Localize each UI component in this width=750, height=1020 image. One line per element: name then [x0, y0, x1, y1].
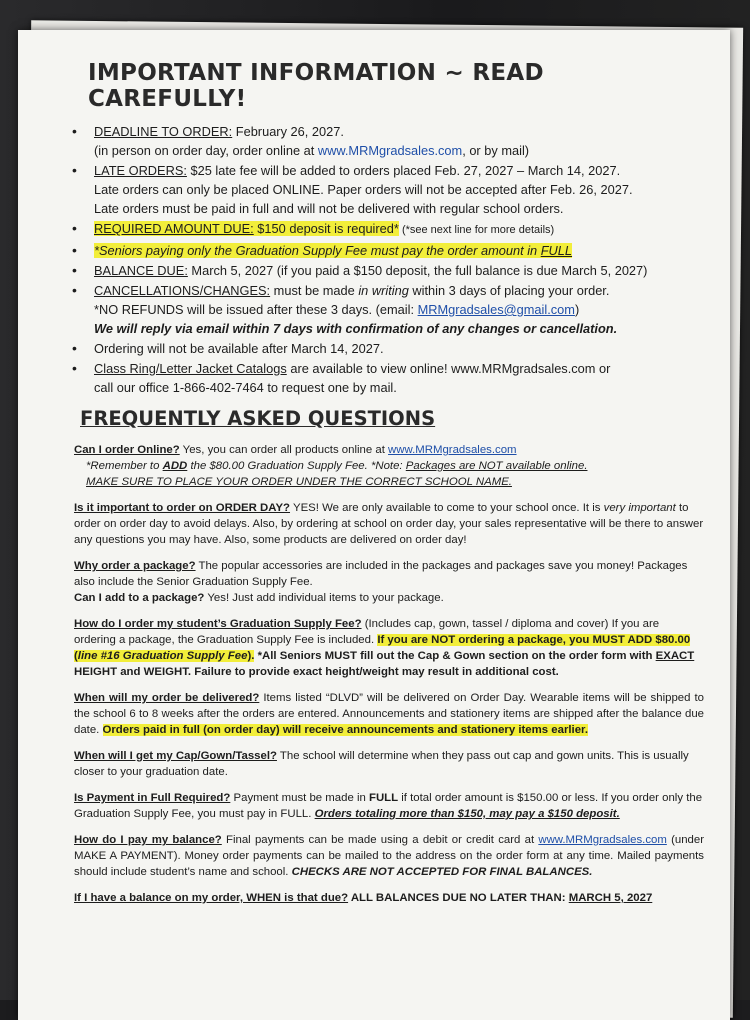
faq-online	[74, 442, 704, 490]
ordering-text: Ordering will not be available after March 14, 2027.	[94, 341, 384, 356]
faq-answer-note: *Remember to	[86, 460, 163, 472]
balance-label: BALANCE DUE:	[94, 263, 188, 278]
late-orders-item	[62, 161, 702, 218]
bullet-icon: •	[72, 262, 77, 278]
faq-answer: The school will determine when they pass out cap and gown units. This is usually closer to your graduation date.	[74, 750, 689, 778]
faq-balance-due	[74, 890, 704, 906]
late-label: LATE ORDERS:	[94, 163, 187, 178]
faq-highlight: Orders paid in full (on order day) will receive announcements and stationery items earlier.	[102, 724, 589, 736]
page-title: IMPORTANT INFORMATION ~ READ CAREFULLY!	[88, 60, 544, 112]
faq-supply-fee	[74, 616, 704, 680]
faq-answer: YES! We are only available to come to your school once. It is	[290, 502, 604, 514]
faq-answer-cont: (under MAKE A PAYMENT). Money order payments can be mailed to the address on the order form at any time. Mailed payments should include student’s name and school.	[74, 834, 705, 878]
faq-question-sub: Can I add to a package?	[74, 592, 205, 604]
faq-question: When will I get my Cap/Gown/Tassel?	[74, 750, 277, 762]
faq-highlight-end: ).	[247, 650, 255, 662]
faq-question: How do I pay my balance?	[74, 834, 222, 846]
faq-question: Is Payment in Full Required?	[74, 792, 231, 804]
faq-delivery	[74, 690, 704, 738]
cancel-text: must be made	[270, 283, 359, 298]
required-amount-item	[62, 219, 702, 240]
required-text: $150 deposit is required*	[253, 221, 399, 236]
email-link[interactable]: MRMgradsales@gmail.com	[417, 302, 575, 317]
catalog-text: are available to view online! www.MRMgradsales.com or	[286, 361, 611, 376]
bullet-icon: •	[72, 340, 77, 356]
faq-due-date: MARCH 5, 2027	[568, 892, 653, 904]
faq-answer-cont: to order on order day to avoid delays. Also, by ordering at school on order day, your sales representative will be there to answer any questions you may have. Also, some products are delivered on order day!	[74, 502, 704, 546]
bullet-icon: •	[72, 162, 77, 178]
faq-answer-emph: very important	[603, 502, 676, 514]
faq-pay-balance	[74, 832, 704, 880]
faq-answer-bold: *All Seniors MUST fill out the Cap & Gown section on the order form with	[254, 650, 656, 662]
faq-answer: (Includes cap, gown, tassel / diploma and cover) If you are ordering a package, the Graduation Supply Fee is included.	[74, 618, 660, 646]
faq-answer: The popular accessories are included in the packages and packages save you money! Packages also include the Senior Graduation Supply Fee.	[74, 560, 688, 588]
catalog-item	[62, 359, 702, 397]
bullet-icon: •	[72, 360, 77, 376]
deadline-item	[62, 122, 702, 160]
late-text: $25 late fee will be added to orders placed Feb. 27, 2027 – March 14, 2027.	[186, 163, 621, 178]
faq-answer: Items listed “DLVD” will be delivered on Order Day. Wearable items will be shipped to the school 6 to 8 weeks after the orders are entered. Announcements and stationery items are shipped after the balance due date.	[74, 692, 704, 736]
faq-school-note: MAKE SURE TO PLACE YOUR ORDER UNDER THE CORRECT SCHOOL NAME.	[86, 476, 512, 488]
bullet-icon: •	[72, 282, 77, 298]
seniors-full: FULL	[540, 243, 573, 258]
faq-payment-full	[74, 790, 704, 822]
late-line2: Late orders can only be placed ONLINE. Paper orders will not be accepted after Feb. 26, 2027.	[94, 182, 633, 197]
refund-end: )	[574, 302, 580, 317]
faq-highlight-line: line #16 Graduation Supply Fee	[77, 650, 248, 662]
website-link[interactable]: www.MRMgradsales.com	[538, 834, 667, 846]
faq-answer: ALL BALANCES DUE NO LATER THAN:	[348, 892, 569, 904]
faq-exact: EXACT	[655, 650, 695, 662]
cancel-in-writing: in writing	[358, 283, 409, 298]
faq-packages-note: Packages are NOT available online.	[405, 460, 588, 472]
bullet-icon: •	[72, 242, 77, 258]
website-link[interactable]: www.MRMgradsales.com	[388, 444, 517, 456]
cancellations-item	[62, 281, 702, 338]
seniors-item	[62, 241, 702, 260]
faq-add: ADD	[162, 460, 188, 472]
faq-deposit-note: Orders totaling more than $150, may pay a $150 deposit.	[314, 808, 620, 820]
refund-text: *NO REFUNDS will be issued after these 3 days. (email:	[94, 302, 418, 317]
ordering-closed-item	[62, 339, 702, 358]
faq-answer: Yes, you can order all products online at	[179, 444, 389, 456]
seniors-text: *Seniors paying only the Graduation Supply Fee must pay the order amount in	[94, 243, 541, 258]
late-line3: Late orders must be paid in full and will not be delivered with regular school orders.	[94, 201, 564, 216]
balance-due-item	[62, 261, 702, 280]
faq-answer: Final payments can be made using a debit or credit card at	[221, 834, 539, 846]
faq-question: Is it important to order on ORDER DAY?	[74, 502, 291, 514]
bullet-icon: •	[72, 220, 77, 236]
faq-question: If I have a balance on my order, WHEN is that due?	[74, 892, 349, 904]
deadline-sub-end: , or by mail)	[462, 143, 530, 158]
faq-answer-bold-end: HEIGHT and WEIGHT. Failure to provide exact height/weight may result in additional cost.	[74, 666, 559, 678]
faq-full: FULL	[369, 792, 399, 804]
required-note: (*see next line for more details)	[398, 224, 555, 236]
faq-question: When will my order be delivered?	[74, 692, 260, 704]
cancel-label: CANCELLATIONS/CHANGES:	[94, 283, 271, 298]
faq-answer-note2: the $80.00 Graduation Supply Fee. *Note:	[187, 460, 406, 472]
faq-heading: FREQUENTLY ASKED QUESTIONS	[80, 407, 436, 430]
faq-question: Why order a package?	[74, 560, 196, 572]
required-label: REQUIRED AMOUNT DUE:	[94, 221, 254, 236]
faq-package	[74, 558, 704, 606]
deadline-value: February 26, 2027.	[232, 124, 344, 139]
faq-answer-sub: Yes! Just add individual items to your package.	[204, 592, 444, 604]
cancel-text-end: within 3 days of placing your order.	[408, 283, 610, 298]
faq-question: Can I order Online?	[74, 444, 180, 456]
faq-cap-gown	[74, 748, 704, 780]
flyer-page	[18, 30, 730, 1020]
website-link[interactable]: www.MRMgradsales.com	[317, 143, 463, 158]
catalog-label: Class Ring/Letter Jacket Catalogs	[94, 361, 287, 376]
faq-highlight: If you are NOT ordering a package, you MUST ADD $80.00 (	[74, 634, 691, 662]
faq-answer: Payment must be made in	[230, 792, 369, 804]
deadline-sub: (in person on order day, order online at	[94, 143, 318, 158]
faq-question: How do I order my student’s Graduation Supply Fee?	[74, 618, 362, 630]
bullet-icon: •	[72, 123, 77, 139]
catalog-line2: call our office 1-866-402-7464 to request one by mail.	[94, 380, 397, 395]
faq-answer-cont: if total order amount is $150.00 or less. If you order only the Graduation Supply Fee, you must pay in FULL.	[74, 792, 703, 820]
faq-order-day	[74, 500, 704, 548]
faq-checks-note: CHECKS ARE NOT ACCEPTED FOR FINAL BALANCES.	[291, 866, 593, 878]
balance-text: March 5, 2027 (if you paid a $150 deposit, the full balance is due March 5, 2027)	[187, 263, 648, 278]
reply-text: We will reply via email within 7 days with confirmation of any changes or cancellation.	[94, 321, 618, 336]
deadline-label: DEADLINE TO ORDER:	[94, 124, 233, 139]
info-list	[62, 122, 702, 397]
